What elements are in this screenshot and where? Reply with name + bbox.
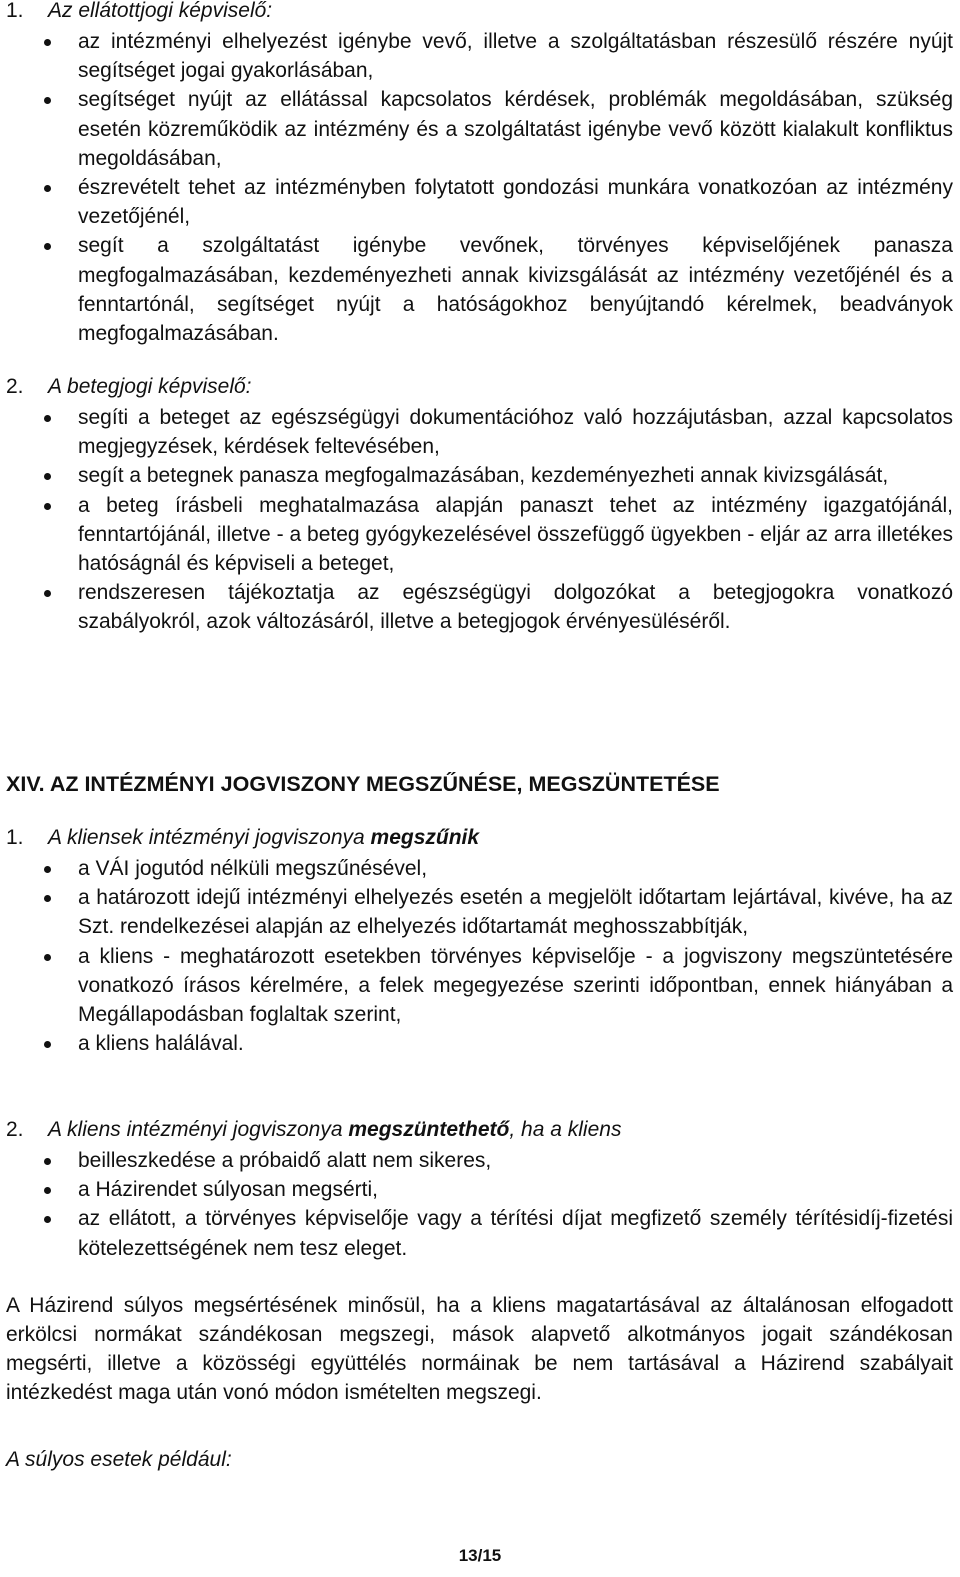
list-item: a VÁI jogutód nélküli megszűnésével, <box>78 854 953 883</box>
list-item: segítséget nyújt az ellátással kapcsolatos kérdések, problémák megoldásában, szükség esetén közreműködik az intézmény és a szolgáltatást igénybe vevő között kialakult konfliktus megoldásában, <box>78 85 953 173</box>
list-item: segít a betegnek panasza megfogalmazásában, kezdeményezheti annak kivizsgálását, <box>78 461 953 490</box>
bullet-list <box>78 1146 953 1263</box>
section-number: 1. <box>6 826 24 849</box>
closing-italic-text: A súlyos esetek például: <box>6 1448 232 1471</box>
page-number: 13/15 <box>458 1546 502 1565</box>
list-item: észrevételt tehet az intézményben folytatott gondozási munkára vonatkozóan az intézmény vezetőjénél, <box>78 173 953 231</box>
section-number: 1. <box>6 0 24 22</box>
list-item: a kliens - meghatározott esetekben törvényes képviselője - a jogviszony megszüntetésére vonatkozó írásos kérelmére, a felek megegyezése szerinti időpontban, ennek hiányában a Megállapodásban foglaltak szerint, <box>78 942 953 1030</box>
list-item: segíti a beteget az egészségügyi dokumentációhoz való hozzájutásban, azzal kapcsolatos megjegyzések, kérdések feltevésében, <box>78 403 953 461</box>
list-item: az intézményi elhelyezést igénybe vevő, illetve a szolgáltatásban részesülő részére nyújt segítséget jogai gyakorlásában, <box>78 27 953 85</box>
list-item: az ellátott, a törvényes képviselője vagy a térítési díjat megfizető személy térítésidíj-fizetési kötelezettségének nem tesz eleget. <box>78 1204 953 1262</box>
section-title: A kliens intézményi jogviszonya megszüntethető, ha a kliens <box>48 1118 622 1141</box>
section-number: 2. <box>6 375 24 398</box>
list-item: rendszeresen tájékoztatja az egészségügyi dolgozókat a betegjogokra vonatkozó szabályokról, azok változásáról, illetve a betegjogok érvényesüléséről. <box>78 578 953 636</box>
chapter-title: XIV. AZ INTÉZMÉNYI JOGVISZONY MEGSZŰNÉSE, MEGSZÜNTETÉSE <box>6 772 720 796</box>
section-title: A kliensek intézményi jogviszonya megszűnik <box>48 826 480 849</box>
section-heading <box>6 825 479 851</box>
list-item: beilleszkedése a próbaidő alatt nem sikeres, <box>78 1146 953 1175</box>
section-title: A betegjogi képviselő: <box>48 375 252 398</box>
bullet-list <box>78 27 953 348</box>
section-heading <box>6 0 272 24</box>
bullet-list <box>78 854 953 1058</box>
list-item: a Házirendet súlyosan megsérti, <box>78 1175 953 1204</box>
section-number: 2. <box>6 1118 24 1141</box>
list-item: a beteg írásbeli meghatalmazása alapján panaszt tehet az intézmény igazgatójánál, fenntartójánál, illetve - a beteg gyógykezelésével összefüggő ügyekben - eljár az arra illetékes hatóságnál és képviseli a beteget, <box>78 491 953 579</box>
bullet-list <box>78 403 953 637</box>
body-paragraph: A Házirend súlyos megsértésének minősül, ha a kliens magatartásával az általánosan elfogadott erkölcsi normákat szándékosan megszegi, mások alapvető alkotmányos jogait szándékosan megsérti, illetve a közösségi együttélés normáinak be nem tartásával a Házirend szabályait intézkedést maga után vonó módon ismételten megszegi. <box>6 1294 953 1404</box>
list-item: segít a szolgáltatást igénybe vevőnek, törvényes képviselőjének panasza megfogalmazásában, kezdeményezheti annak kivizsgálását az intézmény vezetőjénél és a fenntartónál, segítséget nyújt a hatóságokhoz benyújtandó kérelmek, beadványok megfogalmazásában. <box>78 231 953 348</box>
section-title: Az ellátottjogi képviselő: <box>48 0 273 22</box>
list-item: a kliens halálával. <box>78 1029 953 1058</box>
section-heading <box>6 374 252 400</box>
list-item: a határozott idejű intézményi elhelyezés esetén a megjelölt időtartam lejártával, kivéve, ha az Szt. rendelkezései alapján az elhelyezés időtartamát meghosszabbítják, <box>78 883 953 941</box>
section-heading <box>6 1117 621 1143</box>
